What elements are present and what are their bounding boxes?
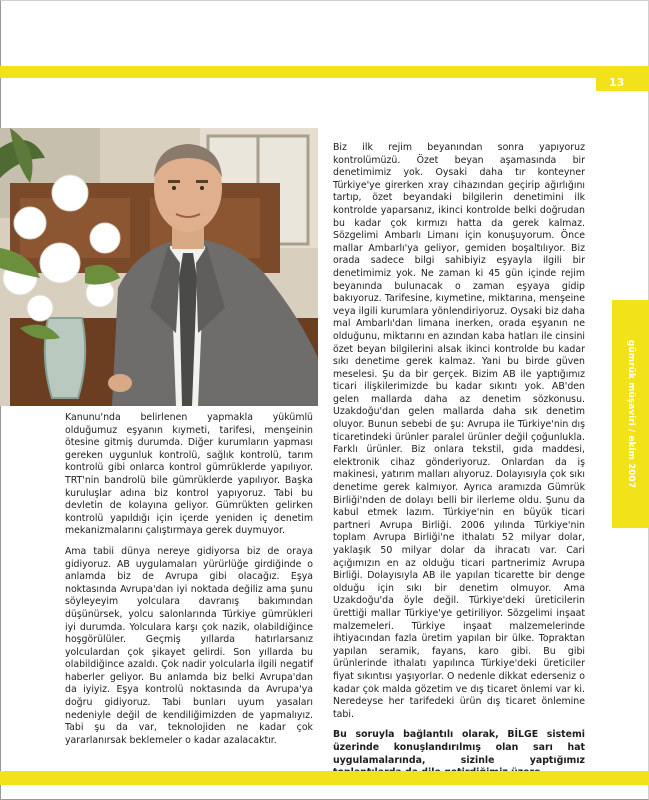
left-paragraph-1: Kanunu'nda belirlenen yapmakla yükümlü olduğumuz eşyanın kıymeti, tarifesi, menşeinin ötesine gitmiş durumda. Diğer kurumların yapması gereken uygunluk kontrolü, sağlık kontrolü, tarım kontrolü gibi onlarca kontrol gümrüklerde yapılıyor. TRT'nin bandrolü bile gümrüklerde yapılıyor. Başka kuruluşlar adına biz kontrol yapıyoruz. Tabi bu devletin de kolayına geliyor. Gümrükten gelirken kontrolü yapıldığı için içerde yeniden iç denetim mekanizmalarını çalıştırmaya gerek duymuyor. [65,412,313,537]
left-text-column [65,412,313,755]
side-tab [612,300,649,528]
side-tab-label: gümrük müşaviri / ekim 2007 [625,339,636,489]
page-number: 13 [596,75,649,91]
right-paragraph-1: Biz ilk rejim beyanından sonra yapıyoruz kontrolümüzü. Özet beyan aşamasında bir denetimimiz yok. Oysaki daha tır konteyner Türkiye'ye girerken xray cihazından geçirip ağırlığını tartıp, özet beyandaki bilgilerin denetimini ilk kontrolde yaparsanız, ikinci kontrolde belki doğrudan bu kadar çok kırmızı hatta da gerek kalmaz. Sözgelimi Ambarlı Limanı için konuşuyorum. Önce mallar Ambarlı'ya geliyor, gemiden boşaltılıyor. Biz orada sadece bilgi sahibiyiz eşyayla ilgili bir denetimimiz yok. Ne zaman ki 45 gün içinde rejim beyanında bulunacak o zaman eşyaya gidip bakıyoruz. Tarifesine, kıymetine, miktarına, menşeine veya ilgili kurumlara yönlendiriyoruz. Oysaki biz daha mal Ambarlı'dan limana inerken, orada eşyanın ne olduğunu, miktarını en azından kaba hatları ile cinsini özet beyan bilgilerini alsak ikinci kontrolde bu kadar sıkı denetime gerek kalmaz. Yani bu birde güven meselesi. Şu da bir gerçek. Bizim AB ile yaptığımız ticari ilişkilerimizde bu kadar sıkıntı yok. AB'den gelen mallarda daha az denetim sözkonusu. Uzakdoğu'dan gelen mallarda daha sık denetim oluyor. Bunun sebebi de şu: Avrupa ile Türkiye'nin dış ticaretindeki ürünler paralel ürünler değil çoğunlukla. Farklı ürünler. Biz onlara tekstil, gıda maddesi, elektronik cihaz gönderiyoruz. Onlardan da iş makinesi, yatırım malları alıyoruz. Dolayısıyla çok sıkı denetime gerek kalmıyor. Ayrıca aramızda Gümrük Birliği'nden de dolayı belli bir ilerleme oldu. Şunu da kabul etmek lazım. Türkiye'nin en büyük ticari partneri Avrupa Birliği. 2006 yılında Türkiye'nin toplam Avrupa Birliği'ne ithalatı 52 milyar dolar, yaklaşık 50 milyar dolar da ihracatı var. Cari açığımızın en az olduğu ticari partnerimiz Avrupa Birliği. Dolayısıyla AB ile yapılan ticarette bir denge olduğu için sıkı bir denetim olmuyor. Ama Uzakdoğu'da öyle değil. Türkiye'deki üreticilerin ürettiği mallar Türkiye'ye getiriliyor. Sözgelimi inşaat malzemeleri. Türkiye inşaat malzemelerinde ihtiyacından fazla üretim yapılan bir ülke. Topraktan yapılan seramik, fayans, karo gibi. Bu gibi ürünlerinde ithalatı yapılınca Türkiye'deki üreticiler fiyat sıkıntısı yaşıyorlar. O nedenle dikkat ederseniz o kadar çok malda gözetim ve dış ticaret önlemi var ki. Neredeyse her tarifedeki ürün dış ticaret önlemine tabi. [333,142,585,720]
portrait-photo-icon [0,128,318,406]
top-yellow-band [0,66,649,78]
right-bold-paragraph: Bu soruyla bağlantılı olarak, BİLGE sistemi üzerinde konuşlandırılmış olan sarı hat uygulamalarında, sizinle yaptığımız [333,729,585,766]
left-paragraph-2: Ama tabii dünya nereye gidiyorsa biz de oraya gidiyoruz. AB uygulamaları yürürlüğe girdiğinde o anlamda biz de Avrupa gibi olacağız. Eşya noktasında Avrupa'dan iyi noktada değiliz ama şunu söyleyeyim yolculara davranış bakımından düşünürsek, yolcu salonlarında Türkiye gümrükleri iyi durumda. Yolculara karşı çok nazik, olabildiğince hoşgörülüler. Geçmiş yıllarda hatırlarsanız yolculardan çok şikayet gelirdi. Son yıllarda bu olabildiğince azaldı. Çok nadir yolcularla ilgili negatif haberler geliyor. Bu anlamda biz belki Avrupa'dan da iyiyiz. Eşya kontrolü noktasında da Avrupa'ya doğru gidiyoruz. Tabi bunları uyum yasaları nedeniyle değil de kendiliğimizden de yapmalıyız. Tabi şu da var, teknolojiden ne kadar çok yararlanırsak beklemeler o kadar azalacaktır. [65,545,313,746]
right-text-column [333,142,585,788]
bottom-yellow-band [0,771,649,785]
portrait-photo [0,128,318,406]
